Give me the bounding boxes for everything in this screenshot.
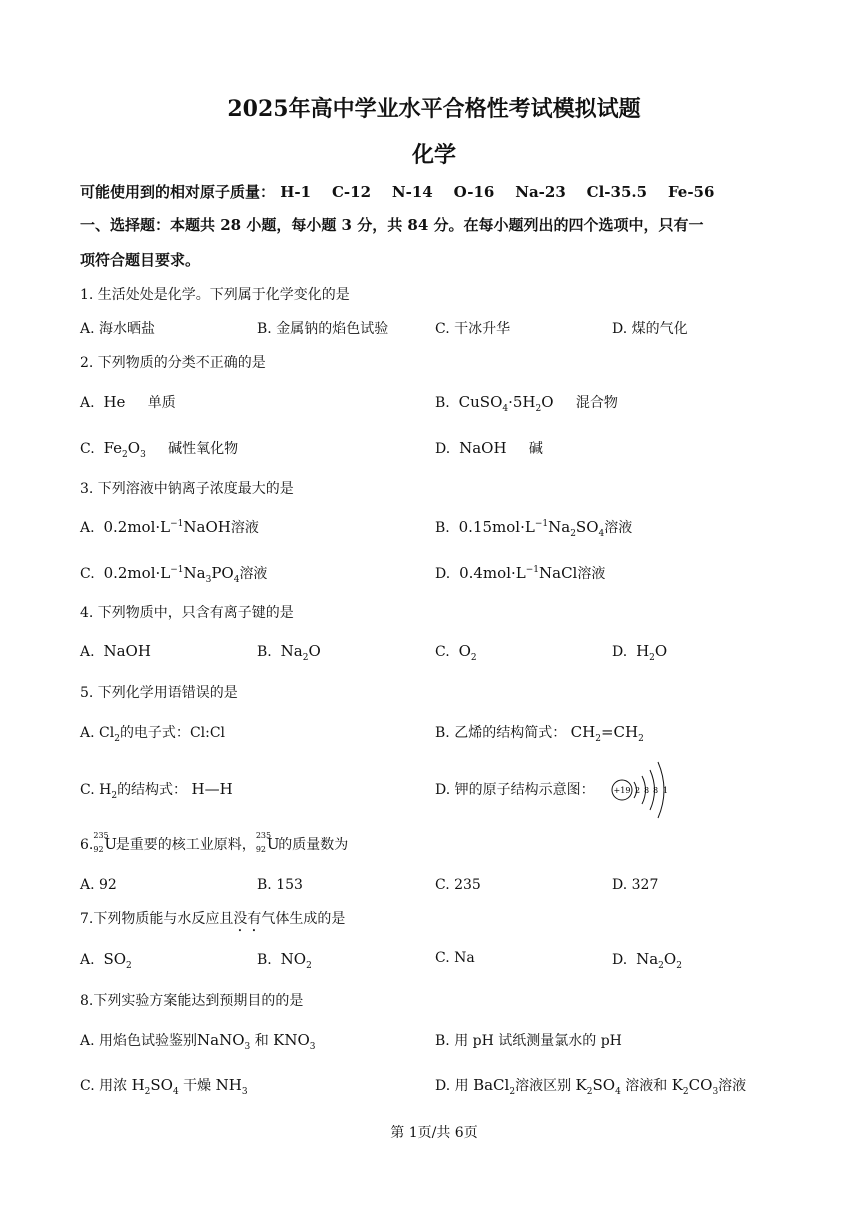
formula-nh3: $NH_3$ bbox=[215, 1076, 248, 1097]
formula-h2so4: $H_2SO_4$ bbox=[131, 1076, 179, 1097]
classification: 碱性氧化物 bbox=[168, 441, 239, 457]
potassium-atom-diagram bbox=[608, 754, 680, 826]
q1-option-d: D. 煤的气化 bbox=[612, 321, 688, 337]
question-8-stem: 8.下列实验方案能达到预期目的的是 bbox=[80, 993, 304, 1009]
option-text: 溶液 bbox=[718, 1078, 747, 1094]
shell-electrons: 2 bbox=[635, 786, 641, 795]
stem-text: 气体生成的是 bbox=[261, 911, 346, 927]
stem-text: 的质量数为 bbox=[278, 837, 349, 853]
q3-option-a: A. $0.2mol\cdot L^{-1}NaOH$溶液 bbox=[80, 518, 259, 536]
q7-option-b: B. $NO_2$ bbox=[257, 950, 312, 971]
q1-option-b: B. 金属钠的焰色试验 bbox=[257, 321, 389, 337]
option-text: 的结构式： bbox=[117, 782, 188, 798]
concentration: $0.15mol\cdot L^{-1}Na_2SO_4$ bbox=[458, 518, 605, 539]
formula-ethylene: $CH_2=CH_2$ bbox=[570, 723, 644, 744]
solution-word: 溶液 bbox=[577, 566, 606, 582]
option-text: 的电子式： bbox=[119, 725, 190, 741]
formula-fe2o3: $Fe_2O_3$ bbox=[103, 439, 146, 460]
q6-option-c: C. 235 bbox=[435, 877, 481, 893]
q8-option-a bbox=[80, 1030, 316, 1050]
formula-bacl2: BaCl$_2$ bbox=[473, 1076, 516, 1097]
formula-na2o: $Na_2O$ bbox=[280, 642, 321, 663]
solution-word: 溶液 bbox=[604, 520, 633, 536]
q6-option-b: B. 153 bbox=[257, 877, 303, 893]
mass-number: 235 bbox=[93, 831, 109, 840]
q7-option-a: A. $SO_2$ bbox=[80, 950, 132, 971]
atomic-mass-label: 可能使用到的相对原子质量： bbox=[80, 183, 276, 201]
question-2-stem: 2. 下列物质的分类不正确的是 bbox=[80, 355, 266, 371]
formula-cuso4-5h2o: $CuSO_4\cdot 5H_2O$ bbox=[458, 393, 554, 414]
question-5-stem: 5. 下列化学用语错误的是 bbox=[80, 685, 238, 701]
question-1-stem: 1. 生活处处是化学。下列属于化学变化的是 bbox=[80, 287, 350, 303]
exam-title: 2025年高中学业水平合格性考试模拟试题 bbox=[227, 96, 641, 122]
nucleus-charge: +19 bbox=[613, 786, 631, 795]
concentration: $0.2mol\cdot L^{-1}NaOH$ bbox=[103, 518, 231, 536]
q4-option-b: B. $Na_2O$ bbox=[257, 642, 321, 663]
classification: 混合物 bbox=[575, 395, 618, 411]
classification: 单质 bbox=[147, 395, 176, 411]
classification: 碱 bbox=[528, 441, 543, 457]
formula-so2: $SO_2$ bbox=[103, 950, 132, 971]
subject-title: 化学 bbox=[411, 142, 456, 168]
q1-option-a: A. 海水晒盐 bbox=[80, 321, 156, 337]
shell-electrons: 1 bbox=[663, 786, 669, 795]
question-6-stem bbox=[80, 831, 349, 855]
formula-nano3: NaNO$_3$ bbox=[197, 1031, 251, 1052]
atomic-mass-item: Na-23 bbox=[515, 183, 566, 201]
q3-option-b: B. $0.15mol\cdot L^{-1}Na_2SO_4$溶液 bbox=[435, 518, 633, 539]
solution-word: 溶液 bbox=[239, 566, 268, 582]
q6-option-a: A. 92 bbox=[80, 877, 117, 893]
option-label: C. bbox=[80, 441, 95, 457]
formula-naoh: NaOH bbox=[103, 642, 151, 660]
q5-option-a: A. $Cl_2$的电子式：Cl:Cl bbox=[80, 725, 226, 744]
formula-naoh: NaOH bbox=[459, 439, 507, 457]
option-text: 和 bbox=[254, 1033, 269, 1049]
atomic-mass-item: C-12 bbox=[331, 183, 372, 201]
nuclide-u235 bbox=[255, 831, 280, 855]
option-text: 溶液和 bbox=[625, 1078, 668, 1094]
option-text: A. 用焰色试验鉴别 bbox=[80, 1033, 198, 1049]
section-instructions-line1: 一、选择题：本题共 28 小题，每小题 3 分，共 84 分。在每小题列出的四个选项中，只有一 bbox=[80, 216, 704, 234]
q2-option-a bbox=[80, 392, 176, 412]
atomic-mass-line bbox=[80, 181, 714, 202]
q5-option-c: C. $H_2$的结构式： H—H bbox=[80, 780, 233, 801]
concentration: $0.2mol\cdot L^{-1}Na_3PO_4$ bbox=[103, 564, 240, 585]
stem-text: 7.下列物质能与水反应且 bbox=[80, 911, 234, 927]
formula-k2co3: $K_2CO_3$ bbox=[671, 1076, 719, 1097]
q5-option-b bbox=[435, 722, 644, 742]
section-instructions-line2: 项符合题目要求。 bbox=[80, 251, 201, 269]
stem-text: 是重要的核工业原料， bbox=[115, 837, 256, 853]
atomic-mass-item: Fe-56 bbox=[667, 183, 715, 201]
formula-na2o2: $Na_2O_2$ bbox=[636, 950, 682, 971]
q8-option-d bbox=[435, 1075, 746, 1095]
q4-option-a: A. NaOH bbox=[80, 642, 151, 660]
q1-option-c: C. 干冰升华 bbox=[435, 321, 511, 337]
formula-no2: $NO_2$ bbox=[280, 950, 312, 971]
formula-o2: $O_2$ bbox=[458, 642, 477, 663]
question-3-stem: 3. 下列溶液中钠离子浓度最大的是 bbox=[80, 481, 294, 497]
mass-number: 235 bbox=[255, 831, 272, 840]
question-4-stem: 4. 下列物质中，只含有离子键的是 bbox=[80, 605, 294, 621]
solution-word: 溶液 bbox=[230, 520, 259, 536]
option-label: D. bbox=[435, 441, 451, 457]
q8-option-c bbox=[80, 1075, 248, 1095]
element-symbol: U bbox=[104, 835, 118, 853]
q4-option-c: C. $O_2$ bbox=[435, 642, 477, 663]
atomic-mass-item: O-16 bbox=[453, 183, 495, 201]
question-7-stem bbox=[80, 908, 345, 935]
q4-option-d: D. $H_2O$ bbox=[612, 642, 668, 663]
formula-he: He bbox=[103, 393, 126, 411]
q6-option-d: D. 327 bbox=[612, 877, 659, 893]
formula-k2so4: $K_2SO_4$ bbox=[575, 1076, 621, 1097]
option-text: B. 乙烯的结构简式： bbox=[435, 725, 567, 741]
atomic-mass-item: H-1 bbox=[280, 183, 312, 201]
option-label: B. bbox=[435, 395, 450, 411]
q8-option-b: B. 用 pH 试纸测量氯水的 pH bbox=[435, 1033, 622, 1049]
option-text: 溶液区别 bbox=[515, 1078, 572, 1094]
structural-formula: H—H bbox=[191, 780, 233, 798]
question-number: 6. bbox=[80, 837, 94, 853]
electron-formula: Cl:Cl bbox=[189, 725, 226, 741]
q2-option-d bbox=[435, 438, 543, 458]
q5-option-d-text: D. 钾的原子结构示意图： bbox=[435, 782, 595, 798]
shell-electrons: 8 bbox=[653, 786, 659, 795]
nuclide-u235 bbox=[93, 831, 118, 855]
formula-kno3: $KNO_3$ bbox=[273, 1031, 316, 1052]
concentration: $0.4mol\cdot L^{-1}NaCl$ bbox=[459, 564, 578, 582]
q3-option-d: D. $0.4mol\cdot L^{-1}NaCl$溶液 bbox=[435, 564, 606, 582]
q2-option-c bbox=[80, 438, 238, 458]
atomic-mass-item: Cl-35.5 bbox=[586, 183, 648, 201]
option-text: 干燥 bbox=[183, 1078, 212, 1094]
option-prefix: C. H bbox=[80, 782, 112, 798]
q7-option-d: D. $Na_2O_2$ bbox=[612, 950, 682, 971]
option-label: A. bbox=[80, 395, 95, 411]
atomic-number: 92 bbox=[93, 845, 104, 854]
q3-option-c: C. $0.2mol\cdot L^{-1}Na_3PO_4$溶液 bbox=[80, 564, 268, 585]
atom-structure-graphic bbox=[608, 754, 680, 826]
formula-h2o: $H_2O$ bbox=[636, 642, 668, 663]
element-symbol: U bbox=[266, 835, 280, 853]
atomic-number: 92 bbox=[255, 845, 266, 854]
shell-electrons: 8 bbox=[644, 786, 650, 795]
page-footer: 第 1页/共 6页 bbox=[390, 1125, 478, 1141]
atomic-mass-item: N-14 bbox=[391, 183, 433, 201]
option-text: D. 用 bbox=[435, 1078, 469, 1094]
q7-option-c: C. Na bbox=[435, 950, 475, 966]
option-prefix: A. Cl bbox=[80, 725, 115, 741]
emphasized-text: 没有 bbox=[233, 911, 262, 927]
q2-option-b bbox=[435, 392, 618, 412]
option-text: C. 用浓 bbox=[80, 1078, 128, 1094]
